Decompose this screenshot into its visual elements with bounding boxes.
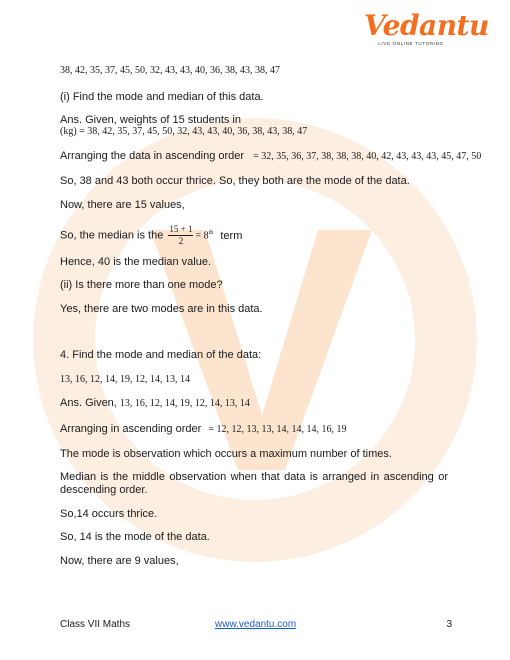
q4-arranged-values: = 12, 12, 13, 13, 14, 14, 14, 16, 19 <box>208 424 347 435</box>
q1-part-i: (i) Find the mode and median of this data. <box>60 91 264 103</box>
q1-part-ii: (ii) Is there more than one mode? <box>60 279 223 291</box>
q1-arranging-text: Arranging the data in ascending order <box>60 150 245 162</box>
fraction-numerator: 15 + 1 <box>169 224 193 235</box>
median-suffix: term <box>220 229 243 242</box>
q1-arranging <box>60 150 481 163</box>
footer-page-number: 3 <box>446 619 452 630</box>
footer-class-label: Class VII Maths <box>60 619 131 630</box>
q1-data-line: 38, 42, 35, 37, 45, 50, 32, 43, 43, 40, 36, 38, 43, 38, 47 <box>60 65 280 76</box>
q1-median-value: Hence, 40 is the median value. <box>60 256 212 268</box>
q1-median-prefix: So, the median is the <box>60 229 164 242</box>
vedantu-logo <box>364 9 489 46</box>
fraction-denominator: 2 <box>178 236 184 247</box>
median-fraction <box>168 224 193 247</box>
q4-arranging <box>60 423 346 436</box>
q1-part-ii-answer: Yes, there are two modes are in this data. <box>60 303 263 315</box>
q4-mode-result: So, 14 is the mode of the data. <box>60 531 210 543</box>
q1-count-statement: Now, there are 15 values, <box>60 199 185 211</box>
q1-median-line <box>60 220 242 250</box>
q4-median-definition: Median is the middle observation when that data is arranged in ascending or descending order. <box>60 471 448 496</box>
q1-arranged-values: = 32, 35, 36, 37, 38, 38, 38, 40, 42, 43, 43, 43, 45, 47, 50 <box>253 151 482 162</box>
q4-data-line: 13, 16, 12, 14, 19, 12, 14, 13, 14 <box>60 374 190 385</box>
footer-website-link[interactable]: www.vedantu.com <box>215 619 297 630</box>
q4-occurs: So,14 occurs thrice. <box>60 508 158 520</box>
median-rhs: = 8 <box>195 230 209 242</box>
q1-answer-given: Ans. Given, weights of 15 students in <box>60 114 241 126</box>
q4-ans-values: 13, 16, 12, 14, 19, 12, 14, 13, 14 <box>119 398 250 409</box>
q4-mode-definition: The mode is observation which occurs a maximum number of times. <box>60 448 392 460</box>
q4-ans-prefix: Ans. Given, <box>60 397 117 409</box>
q4-answer-given <box>60 397 250 410</box>
q1-mode-statement: So, 38 and 43 both occur thrice. So, they both are the mode of the data. <box>60 175 410 187</box>
logo-tagline: LIVE ONLINE TUTORING <box>378 41 444 46</box>
q1-kg-values: (kg) = 38, 42, 35, 37, 45, 50, 32, 43, 43, 40, 36, 38, 43, 38, 47 <box>60 126 308 137</box>
median-superscript: th <box>208 230 214 236</box>
q4-count-statement: Now, there are 9 values, <box>60 555 179 567</box>
q4-arranging-text: Arranging in ascending order <box>60 423 202 435</box>
logo-wordmark: Vedantu <box>364 9 489 42</box>
q4-question: 4. Find the mode and median of the data: <box>60 349 262 361</box>
